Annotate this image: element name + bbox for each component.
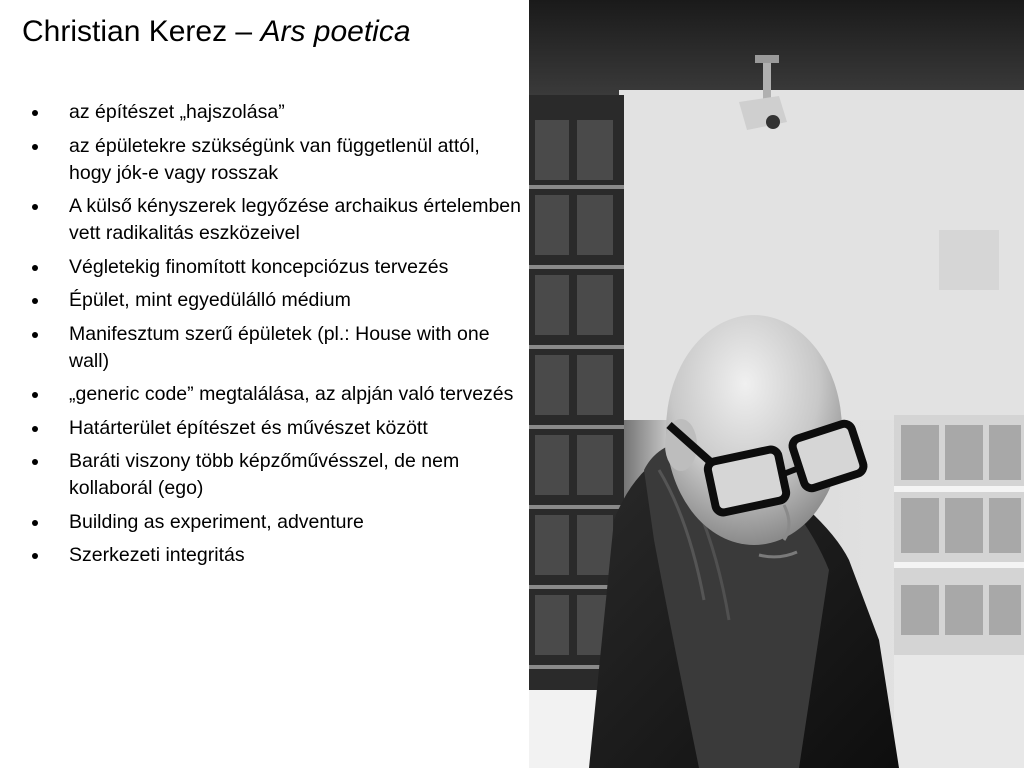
bullet-dot [32, 144, 38, 150]
bullet-item [28, 133, 523, 187]
bullet-dot [32, 553, 38, 559]
bullet-text: Szerkezeti integritás [69, 544, 245, 566]
bullet-item [28, 99, 523, 126]
title-prefix: Christian Kerez – [22, 15, 261, 48]
bullet-dot [32, 392, 38, 398]
portrait-photo [529, 0, 1024, 768]
bullet-dot [32, 110, 38, 116]
bullet-dot [32, 265, 38, 271]
bullet-item [28, 542, 523, 569]
bullet-text: Baráti viszony több képzőművésszel, de nem kollaborál (ego) [69, 450, 460, 499]
bullet-text: Végletekig finomított koncepciózus tervezés [69, 255, 449, 278]
bullet-dot [32, 204, 38, 210]
bullet-item [28, 254, 523, 281]
bullet-item [28, 448, 523, 502]
bullet-dot [32, 459, 38, 465]
bullet-list [28, 99, 523, 576]
bullet-text: A külső kényszerek legyőzése archaikus értelemben vett radikalitás eszközeivel [69, 195, 521, 244]
bullet-text: „generic code” megtalálása, az alpján való tervezés [69, 383, 514, 405]
bullet-item [28, 509, 523, 536]
bullet-text: Building as experiment, adventure [69, 510, 364, 533]
bullet-dot [32, 298, 38, 304]
slide-title [22, 10, 411, 54]
bullet-text: Épület, mint egyedülálló médium [69, 289, 351, 311]
title-italic: Ars poetica [260, 15, 411, 48]
bullet-item [28, 321, 523, 375]
bullet-text: az épületekre szükségünk van függetlenül attól, hogy jók-e vagy rosszak [69, 134, 480, 184]
bullet-text: Manifesztum szerű épületek (pl.: House with one wall) [69, 322, 490, 372]
bullet-item [28, 381, 523, 408]
bullet-text: Határterület építészet és művészet között [69, 416, 428, 439]
bullet-item [28, 415, 523, 442]
bullet-item [28, 193, 523, 247]
bullet-text: az építészet „hajszolása” [69, 101, 285, 123]
bullet-dot [32, 426, 38, 432]
bullet-dot [32, 520, 38, 526]
bullet-dot [32, 332, 38, 338]
bullet-item [28, 287, 523, 314]
